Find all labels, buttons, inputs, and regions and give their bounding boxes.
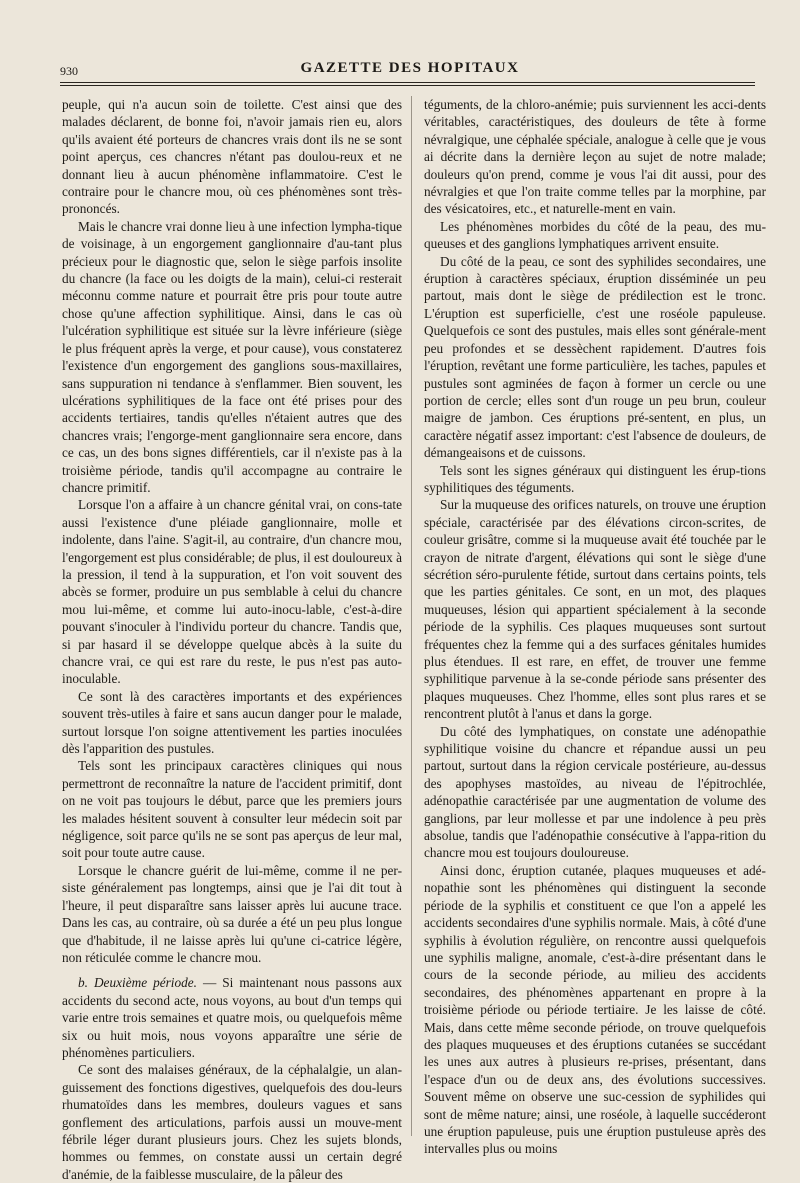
header-rule-bottom xyxy=(60,85,755,86)
paragraph: peuple, qui n'a aucun soin de toilette. C'est ainsi que des malades déclarent, de bonne foi, n'avoir jamais rien eu, alors qu'ils avaient été porteurs de chancres vrais dont ils ne se sont point aperçus, ces chancres n'étant pas doulou-reux et ne donnant lieu à aucun phénomène inflammatoire. C'est le contraire pour le chancre mou, où ces phénomènes sont très-prononcés. xyxy=(62,97,402,217)
paragraph: Ce sont là des caractères importants et des expériences souvent très-utiles à faire et sans aucun danger pour le malade, surtout lorsque l'on soigne attentivement les parties inoculées dès l'apparition des pustules. xyxy=(62,688,402,757)
paragraph: Du côté des lymphatiques, on constate une adénopathie syphilitique voisine du chancre et répandue aussi un peu partout, surtout dans la région cervicale postérieure, au-dessus des apophyses mastoïdes, au niveau de l'épitrochlée, adénopathie caractérisée par une augmentation de volume des ganglions, par leur mollesse et par une indolence à peu près absolue, tandis que l'adénopathie consécutive à l'appa-rition du chancre mou est toujours douloureuse. xyxy=(424,723,766,861)
left-column xyxy=(62,96,402,1182)
paragraph: Lorsque le chancre guérit de lui-même, comme il ne per-siste généralement pas longtemps, ainsi que je l'ai dit tout à l'heure, il peut disparaître sans laisser après lui aucune trace. Dans les cas, au contraire, où sa durée a été un peu plus longue que d'habitude, il ne laisse après lui qu'une ci-catrice légère, non réticulée comme le chancre mou. xyxy=(62,862,402,965)
paragraph: Tels sont les principaux caractères cliniques qui nous permettront de reconnaître la nature de l'accident primitif, dont on ne voit pas toujours le début, parce que les premiers jours les malades hésitent souvent à consulter leur médecin soit par négligence, soit parce qu'ils ne se sont pas aperçus de leur mal, soit pour toute autre cause. xyxy=(62,758,402,861)
paragraph: Les phénomènes morbides du côté de la peau, des mu-queuses et des ganglions lymphatiques arrivent ensuite. xyxy=(424,218,766,252)
header-rule-top xyxy=(60,82,755,83)
journal-title: GAZETTE DES HOPITAUX xyxy=(300,60,520,76)
page-number: 930 xyxy=(60,64,78,78)
paragraph: Ce sont des malaises généraux, de la céphalalgie, un alan-guissement des fonctions digestives, quelquefois des dou-leurs rhumatoïdes dans les membres, douleurs vagues et sans gonflement des articulations, parfois aussi un mouve-ment fébrile léger durant plusieurs jours. Chez les sujets blonds, hommes ou femmes, on constate aussi un certain degré d'anémie, de la faiblesse musculaire, de la pâleur des xyxy=(62,1062,402,1182)
paragraph: téguments, de la chloro-anémie; puis surviennent les acci-dents véritables, caractéristiques, des douleurs de tête à forme névralgique, une céphalée spéciale, analogue à celle que je vous ai décrite dans la dernière leçon au sujet de notre malade; douleurs qu'on prend, comme je vous l'ai dit aussi, pour des névralgies et que l'on traite comme telles par la morphine, par des vésicatoires, etc., et naturelle-ment en vain. xyxy=(424,97,766,217)
paragraph: Mais le chancre vrai donne lieu à une infection lympha-tique de voisinage, à un engorgement ganglionnaire d'au-tant plus précieux pour le diagnostic que, selon le siège parfois insolite du chancre (la face ou les doigts de la main), celui-ci resterait méconnu comme nature et pourrait être pris pour toute autre chose qu'une affection syphilitique. Ainsi, dans le cas où l'ulcération syphilitique est située sur la lèvre inférieure (siège le plus fréquent après la verge, et pour cause), vous constaterez l'existence d'un engorgement des ganglions sous-maxillaires, sans suppuration ni tendance à s'enflammer. Bien souvent, les ulcérations syphilitiques de la face ont été prises pour des accidents tertiaires, tandis qu'elles n'étaient autres que des chancres vrais; l'engorge-ment ganglionnaire sera encore, dans ce cas, un des bons signes différentiels, car il n'existe pas à la troisième période, tandis qu'il accompagne au contraire le chancre primitif. xyxy=(62,218,402,495)
paragraph: Du côté de la peau, ce sont des syphilides secondaires, une éruption à caractères spéciaux, éruption disséminée un peu partout, mais dont le siège de prédilection est le tronc. L'éruption est superficielle, c'est une roséole papuleuse. Quelquefois ce sont des pustules, mais elles sont générale-ment peu profondes et se dessèchent rapidement. D'autres fois l'éruption, revêtant une forme particulière, les taches, papules et pustules sont agminées de façon à former un cercle ou une portion de cercle; elles sont d'un rouge un peu brun, couleur maigre de jambon. Ces éruptions pré-sentent, en plus, un caractère négatif assez important: c'est l'absence de douleurs, de démangeaisons et de cuissons. xyxy=(424,253,766,461)
paragraph: Lorsque l'on a affaire à un chancre génital vrai, on cons-tate aussi l'existence d'une pléiade ganglionnaire, molle et indolente, dans l'aine. S'agit-il, au contraire, d'un chancre mou, l'engorgement est plus considérable; de plus, il est douloureux à la pression, il tend à la suppuration, et l'on voit souvent des abcès se former, produire un pus semblable à celui du chancre mou lui-même, et comme lui auto-inocu-lable, c'est-à-dire pouvant s'inoculer à l'individu porteur du chancre. Tandis que, si par hasard il se développe quelque abcès à la suite du chancre vrai, ce qui est rare du reste, le pus n'est pas auto-inoculable. xyxy=(62,497,402,687)
paragraph: Ainsi donc, éruption cutanée, plaques muqueuses et adé-nopathie sont les phénomènes qui distinguent la seconde période de la syphilis et constituent ce que l'on a appelé les accidents secondaires d'une syphilis normale. Mais, à côté d'une syphilis à évolution régulière, on rencontre aussi quelquefois une syphilis maligne, anomale, c'est-à-dire présentant dans le cours de la seconde période, au milieu des accidents secondaires, des phénomènes appartenant en propre à la troisième période ou période tertiaire. Je les laisse de côté. Mais, dans cette même seconde période, on trouve quelquefois des plaques muqueuses et des éruptions cutanées se succédant les unes aux autres à plusieurs re-prises, présentant, dans l'espace d'un ou de deux ans, des évolutions successives. Souvent même on observe une suc-cession de syphilides qui sont de même nature; ainsi, une roséole, à laquelle succéderont une éruption papuleuse, puis une éruption pustuleuse après des intervalles plus ou moins xyxy=(424,862,766,1157)
page-header xyxy=(60,58,760,80)
section-heading: b. Deuxième période. xyxy=(78,975,198,991)
column-divider xyxy=(411,96,412,1136)
section-text: — Si maintenant nous passons aux accidents du second acte, nous voyons, au bout d'un temps qui varie entre trois semaines et quatre mois, ou quelquefois même six ou huit mois, nous voyons apparaître une série de phénomènes particuliers. xyxy=(62,975,402,1060)
section-paragraph xyxy=(62,974,402,1061)
paragraph: Tels sont les signes généraux qui distinguent les érup-tions syphilitiques des téguments. xyxy=(424,462,766,495)
right-column xyxy=(424,96,766,1157)
paragraph: Sur la muqueuse des orifices naturels, on trouve une éruption spéciale, caractérisée par des élévations circon-scrites, de couleur grisâtre, comme si la muqueuse avait été touchée par le crayon de nitrate d'argent, élévations qui sont le siège d'une sécrétion séro-purulente fétide, surtout dans certains points, tels que les parties génitales. Ce sont, en un mot, des plaques muqueuses, lésion qui appartient spécialement à la seconde période de la syphilis. Ces plaques muqueuses sont surtout fréquentes chez la femme qui a des surfaces génitales humides plus étendues. Il est rare, en effet, de trouver une femme syphilitique parvenue à la se-conde période sans présenter des plaques muqueuses. Chez l'homme, elles sont plus rares et se rencontrent plutôt à l'anus et dans la gorge. xyxy=(424,497,766,722)
